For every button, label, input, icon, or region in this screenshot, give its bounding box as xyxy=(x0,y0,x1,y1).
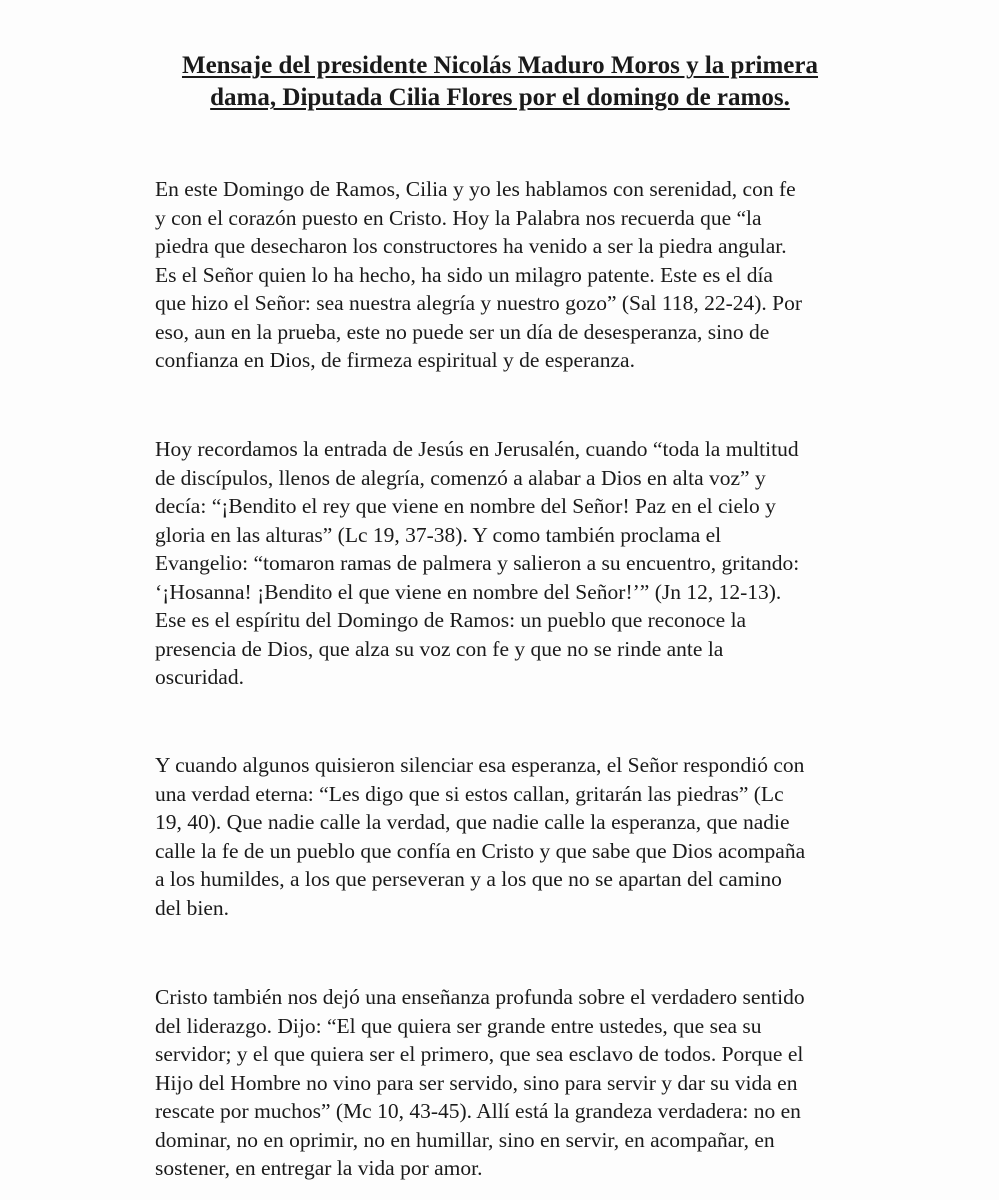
paragraph-line: Y cuando algunos quisieron silenciar esa esperanza, el Señor respondió con xyxy=(155,753,805,777)
paragraph-liderazgo xyxy=(155,983,855,1183)
paragraph-line: que hizo el Señor: sea nuestra alegría y nuestro gozo” (Sal 118, 22-24). Por xyxy=(155,291,803,315)
paragraph-line: dominar, no en oprimir, no en humillar, sino en servir, en acompañar, en xyxy=(155,1127,775,1152)
paragraph-line: calle la fe de un pueblo que confía en Cristo y que sabe que Dios acompaña xyxy=(155,838,806,863)
paragraph-line: eso, aun en la prueba, este no puede ser un día de desesperanza, sino de xyxy=(155,319,770,344)
paragraph-line: servidor; y el que quiera ser el primero, que sea esclavo de todos. Porque el xyxy=(155,1042,804,1066)
paragraph-entrada-jerusalen xyxy=(155,435,855,692)
paragraph-line: presencia de Dios, que alza su voz con fe y que no se rinde ante la xyxy=(155,636,724,661)
paragraph-line: una verdad eterna: “Les digo que si estos callan, gritarán las piedras” (Lc xyxy=(155,781,784,806)
paragraph-line: Es el Señor quien lo ha hecho, ha sido un milagro patente. Este es el día xyxy=(155,262,773,287)
paragraph-line: Evangelio: “tomaron ramas de palmera y salieron a su encuentro, gritando: xyxy=(155,551,800,575)
paragraph-line: decía: “¡Bendito el rey que viene en nombre del Señor! Paz en el cielo y xyxy=(155,494,776,518)
paragraph-line: piedra que desecharon los constructores ha venido a ser la piedra angular. xyxy=(155,234,787,258)
paragraph-line: del liderazgo. Dijo: “El que quiera ser grande entre ustedes, que sea su xyxy=(155,1013,762,1038)
paragraph-line: de discípulos, llenos de alegría, comenzó a alabar a Dios en alta voz” y xyxy=(155,465,766,490)
paragraph-domingo-de-ramos xyxy=(155,175,855,375)
title-line: dama, Diputada Cilia Flores por el domingo de ramos. xyxy=(210,84,790,111)
paragraph-line: y con el corazón puesto en Cristo. Hoy la Palabra nos recuerda que “la xyxy=(155,205,762,230)
document-title xyxy=(100,50,900,114)
paragraph-line: gloria en las alturas” (Lc 19, 37-38). Y como también proclama el xyxy=(155,522,722,547)
paragraph-line: rescate por muchos” (Mc 10, 43-45). Allí está la grandeza verdadera: no en xyxy=(155,1099,801,1123)
paragraph-line: 19, 40). Que nadie calle la verdad, que nadie calle la esperanza, que nadie xyxy=(155,810,790,834)
paragraph-line: sostener, en entregar la vida por amor. xyxy=(155,1156,483,1180)
paragraph-line: Ese es el espíritu del Domingo de Ramos: un pueblo que reconoce la xyxy=(155,608,747,632)
paragraph-line: a los humildes, a los que perseveran y a los que no se apartan del camino xyxy=(155,867,782,891)
paragraph-line: confianza en Dios, de firmeza espiritual y de esperanza. xyxy=(155,348,635,372)
paragraph-line: Cristo también nos dejó una enseñanza profunda sobre el verdadero sentido xyxy=(155,985,805,1009)
paragraph-line: Hoy recordamos la entrada de Jesús en Jerusalén, cuando “toda la multitud xyxy=(155,437,799,461)
paragraph-line: En este Domingo de Ramos, Cilia y yo les hablamos con serenidad, con fe xyxy=(155,177,796,201)
paragraph-line: ‘¡Hosanna! ¡Bendito el que viene en nombre del Señor!’” (Jn 12, 12-13). xyxy=(155,579,782,604)
paragraph-silenciar-esperanza xyxy=(155,751,855,922)
paragraph-line: oscuridad. xyxy=(155,665,244,689)
paragraph-line: Hijo del Hombre no vino para ser servido, sino para servir y dar su vida en xyxy=(155,1070,798,1095)
title-line: Mensaje del presidente Nicolás Maduro Moros y la primera xyxy=(181,52,819,79)
paragraph-line: del bien. xyxy=(155,895,230,920)
